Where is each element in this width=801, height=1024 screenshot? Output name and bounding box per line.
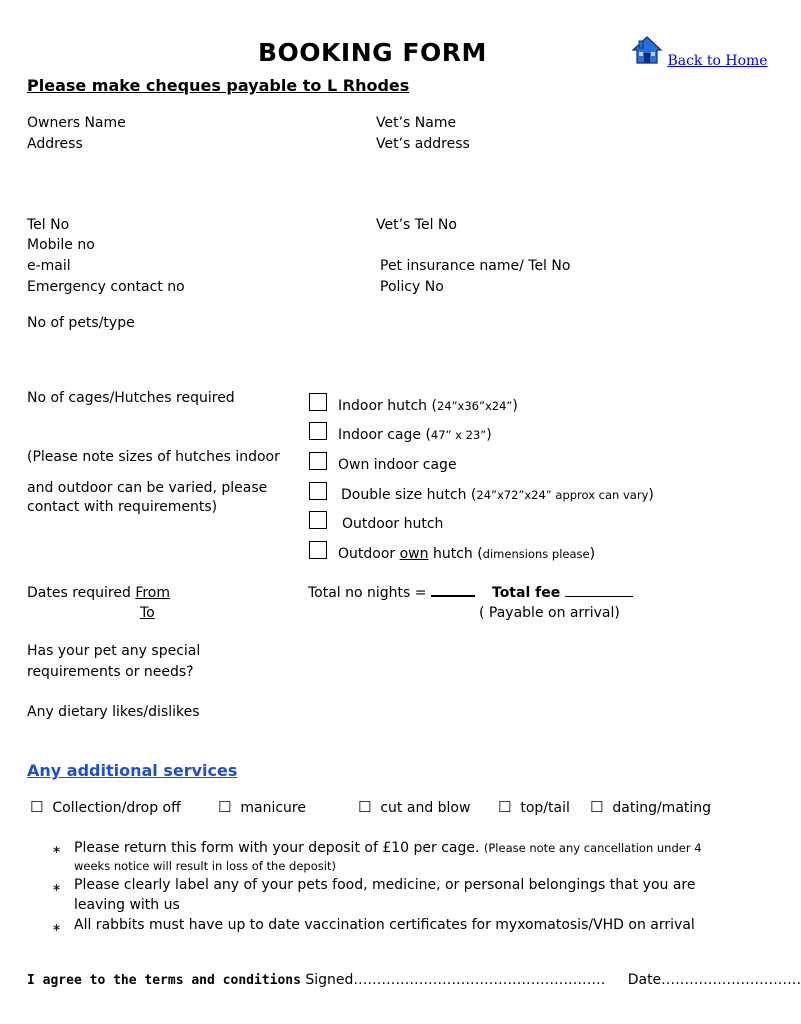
cages-note-3: contact with requirements) [27, 499, 218, 515]
mobile-no-label: Mobile no [27, 237, 95, 253]
outdoor-own-hutch-option: Outdoor own hutch (dimensions please) [338, 546, 596, 562]
total-fee-field[interactable]: Total fee [492, 585, 633, 601]
dates-required-label: Dates required From [27, 585, 171, 601]
manicure-checkbox: ☐ [218, 798, 232, 816]
back-to-home-link[interactable] [631, 35, 768, 69]
cut-and-blow-checkbox: ☐ [358, 798, 372, 816]
nights-blank [431, 595, 475, 597]
term-label-belongings: Please clearly label any of your pets food, medicine, or personal belongings that you are [74, 877, 696, 893]
service-manicure[interactable]: ☐ manicure [218, 798, 306, 816]
cages-note-2: and outdoor can be varied, please [27, 480, 268, 496]
service-dating-mating[interactable]: ☐ dating/mating [590, 798, 712, 816]
own-indoor-cage-checkbox[interactable] [309, 452, 327, 470]
signed-field: Signed……………………………………………… [305, 972, 606, 988]
email-label: e-mail [27, 258, 71, 274]
double-hutch-option: Double size hutch (24”x72”x24” approx can vary) [341, 487, 654, 503]
cages-note-1: (Please note sizes of hutches indoor [27, 449, 280, 465]
agree-label: I agree to the terms and conditions [27, 973, 301, 988]
term-deposit: Please return this form with your deposit of £10 per cage. (Please note any cancellation under 4 [74, 840, 702, 856]
owners-name-label: Owners Name [27, 115, 126, 131]
total-nights-field[interactable]: Total no nights = [308, 585, 475, 601]
special-needs-label-2: requirements or needs? [27, 664, 194, 680]
home-icon [631, 35, 663, 69]
page-title: BOOKING FORM [258, 38, 487, 67]
top-tail-checkbox: ☐ [498, 798, 512, 816]
outdoor-hutch-checkbox[interactable] [309, 511, 327, 529]
dates-from-label: From [135, 585, 171, 601]
bullet-icon: ∗ [52, 921, 62, 934]
cages-label: No of cages/Hutches required [27, 390, 235, 406]
additional-services-heading: Any additional services [27, 761, 238, 780]
collection-checkbox: ☐ [30, 798, 44, 816]
agreement-line [27, 972, 801, 988]
indoor-cage-checkbox[interactable] [309, 422, 327, 440]
indoor-hutch-option: Indoor hutch (24”x36”x24”) [338, 398, 518, 414]
dates-to-label: To [140, 605, 155, 621]
payable-note: ( Payable on arrival) [479, 605, 620, 621]
vets-tel-label: Vet’s Tel No [376, 217, 457, 233]
dietary-label: Any dietary likes/dislikes [27, 704, 200, 720]
vets-address-label: Vet’s address [376, 136, 470, 152]
back-to-home-label[interactable]: Back to Home [667, 53, 768, 69]
double-hutch-checkbox[interactable] [309, 482, 327, 500]
indoor-hutch-checkbox[interactable] [309, 393, 327, 411]
service-top-tail[interactable]: ☐ top/tail [498, 798, 570, 816]
term-deposit-note: weeks notice will result in loss of the deposit) [74, 859, 336, 873]
insurance-label: Pet insurance name/ Tel No [380, 258, 571, 274]
special-needs-label-1: Has your pet any special [27, 643, 201, 659]
vets-name-label: Vet’s Name [376, 115, 457, 131]
service-cut-and-blow[interactable]: ☐ cut and blow [358, 798, 471, 816]
address-label: Address [27, 136, 83, 152]
bullet-icon: ∗ [52, 843, 62, 856]
emergency-contact-label: Emergency contact no [27, 279, 185, 295]
dating-mating-checkbox: ☐ [590, 798, 604, 816]
service-collection[interactable]: ☐ Collection/drop off [30, 798, 181, 816]
outdoor-own-hutch-checkbox[interactable] [309, 541, 327, 559]
own-indoor-cage-option: Own indoor cage [338, 457, 457, 473]
term-vaccination: All rabbits must have up to date vaccination certificates for myxomatosis/VHD on arrival [74, 917, 695, 933]
cheques-note: Please make cheques payable to L Rhodes [27, 76, 410, 95]
policy-no-label: Policy No [380, 279, 444, 295]
tel-no-label: Tel No [27, 217, 70, 233]
pets-type-label: No of pets/type [27, 315, 135, 331]
term-label-belongings-2: leaving with us [74, 897, 180, 913]
indoor-cage-option: Indoor cage (47” x 23”) [338, 427, 492, 443]
fee-blank [565, 596, 633, 597]
outdoor-hutch-option: Outdoor hutch [342, 516, 444, 532]
date-field: Date………………………… [627, 972, 801, 988]
bullet-icon: ∗ [52, 881, 62, 894]
